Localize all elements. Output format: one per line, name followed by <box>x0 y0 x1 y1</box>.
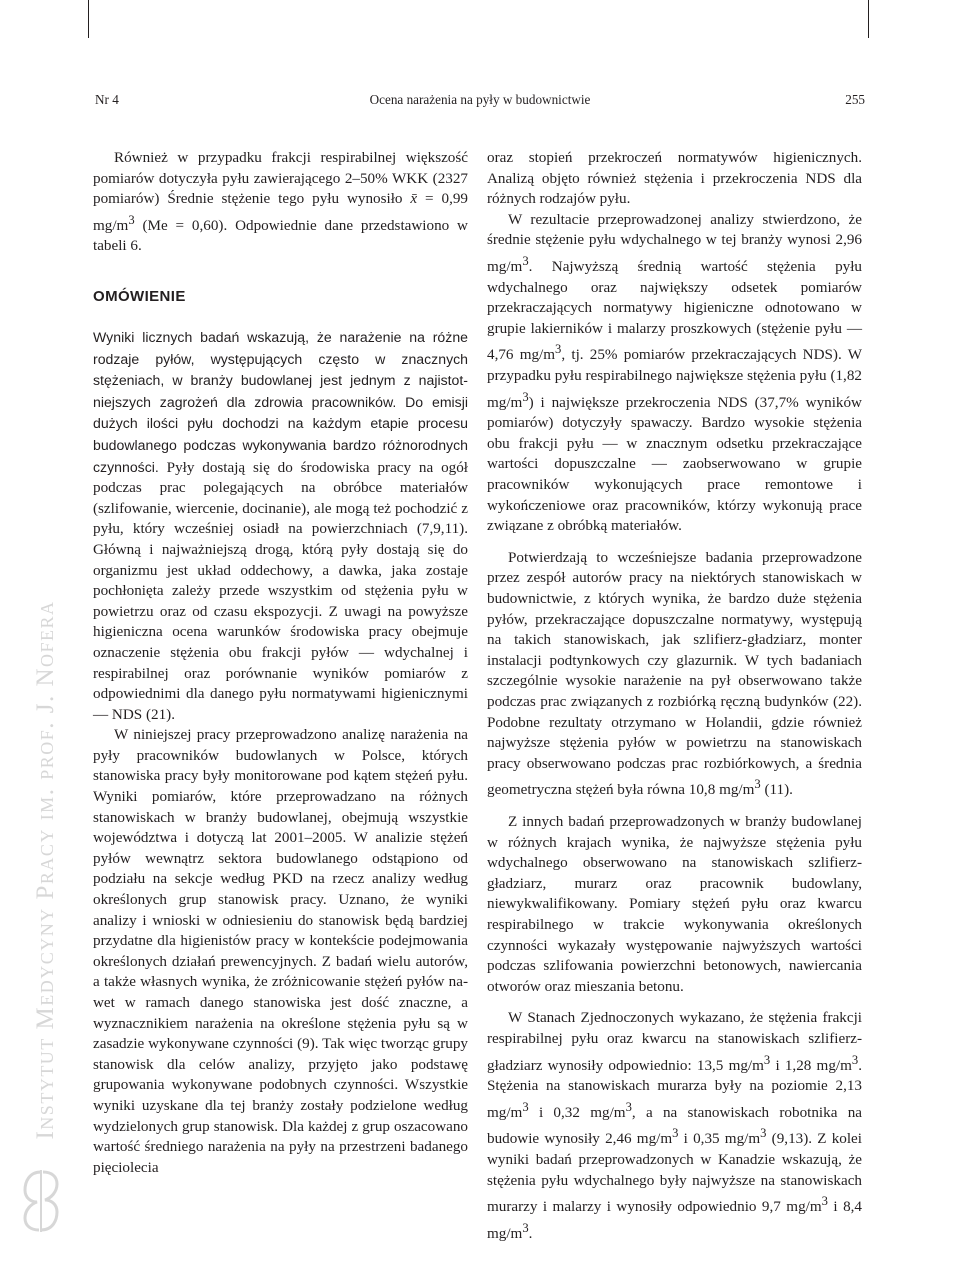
right-column <box>487 148 862 1245</box>
running-header <box>95 92 865 110</box>
running-title: Ocena narażenia na pyły w budownictwie <box>369 92 591 107</box>
paragraph-results-summary: W rezultacie przeprowadzonej analizy stwierdzono, że średnie stężenie pyłu wdychalnego w tej branży wynosi 2,96 $mg/m^3$. Najwyższą średnią wartość stężenia pyłu wdychalnego oraz największy odsetek pomiarów przekraczających normatywy higieniczne odnotowano w grupie lakierników i malarzy proszkowych (stężenie pyłu — 4,76 $mg/m^3$, tj. 25% pomiarów przekraczających NDS). W przypadku pyłu respirabilnego największe stężenia pyłu (1,82 $mg/m^3$) i największe przekroczenia NDS (37,7% wyników pomiarów) dotyczyły spawaczy. Bardzo wysokie stężenia obu frakcji pyłu — w znacznym odsetku przekraczające wartości dopuszczalne — zaobserwowano w grupie pracowników wykonujących prace remontowe i wykończeniowe oraz pracowników, którzy wykonują prace związane z obróbką materiałów. <box>487 210 862 535</box>
section-heading-discussion: OMÓWIENIE <box>93 288 186 306</box>
left-column <box>93 148 468 1178</box>
journal-issue: Nr 4 <box>95 92 119 107</box>
paragraph-discussion-1: Wyniki licznych badań wskazują, że narażenie na różne rodzaje pyłów, występujących często w znacznych stężeniach, w branży budowlanej jest jednym z najistotniejszych zagrożeń dla zdrowia pracowników. Do emisji dużych ilości pyłu dochodzi na każdym etapie procesu budowlanego podczas wykonywania bardzo różnorodnych czynności. Pyły dostają się do środowiska pracy na ogół podczas prac polegających na obróbce materiałów (szlifowanie, wiercenie, docinanie), ale mogą też pochodzić z pyłu, który wcześniej osiadł na powierzchniach (7,9,11). Główną i najważniejszą drogą, którą pyły dostają się do organizmu jest układ oddechowy, a dawka, jaka zostaje pochłonięta zależy przede wszystkim od stężenia pyłu w powietrzu oraz od czasu ekspozycji. Z uwagi na powyższe higieniczna ocena warunków środowiska pracy obejmuje oznaczenie stężenia obu frakcji pyłów — wdychalnej i respirabilnej oraz porównanie wyników pomiarów z odpowiednimi dla danego pyłu normatywami higienicznymi — NDS (21). <box>93 329 468 723</box>
paragraph-other-countries: Z innych badań przeprowadzonych w branży budowlanej w różnych krajach wynika, że najwyższe stężenia pyłu wdychalnego obserwowano na stanowiskach szlifierz-gładziarz, murarz oraz pracownik budowlany, niewykwalifikowany. Pomiary stężeń pyłu oraz kwarcu respirabilnego w trakcie wykonywania określonych czynności wykazały występowanie najwyższych wartości podczas szlifowania powierzchni betonowych, nawiercania otworów oraz mieszania betonu. <box>487 813 862 995</box>
mean-symbol: x̄ <box>410 190 418 208</box>
paragraph-discussion-2: W niniejszej pracy przeprowadzono analizę narażenia na pyły pracowników budowlanych w Polsce, których stanowiska pracy były monitorowane pod kątem stężeń pyłu. Wyniki pomiarów, które przeprowadzano na różnych stanowiskach w branży budowlanej, obejmują wszystkie województwa i dotyczą lat 2001–2005. W analizie stężeń pyłów wewnątrz sektora budowlanego odstąpiono od podziału na sekcje według PKD na rzecz analizy według określonych grup stanowisk pracy. Uznano, że wyniki analizy i wnioski w odniesieniu do stanowisk będą bardziej przydatne dla higienistów pracy w kontekście podejmowania określonych działań prewencyjnych. Z badań wielu autorów, a także własnych wynika, że zróżnicowanie stężeń pyłów nawet w ramach danego stanowiska jest dość znaczne, a wyznacznikiem narażenia na określone stężenia pyłu są w zasadzie wykonywane czynności (9). Tak więc tworząc grupy stanowisk dla celów analizy, przyjęto jako podstawę grupowania wykonywane podobnych czynności. Wszystkie wyniki uzyskane dla tej branży zostały podzielone według wydzielonych grup stanowisk. Dla każdej z grup oszacowano wartość średniego narażenia na pyły na przestrzeni badanego pięciolecia <box>93 726 468 1176</box>
paragraph-continuation: oraz stopień przekroczeń normatywów higienicznych. Analizą objęto również stężenia i przekroczenia NDS dla różnych rodzajów pyłu. <box>487 149 862 208</box>
institute-watermark <box>34 600 58 1140</box>
paragraph-usa-canada: W Stanach Zjednoczonych wykazano, że stężenia frakcji respirabilnej pyłu oraz kwarcu na stanowiskach szlifierz-gładziarz wynosiły odpowiednio: 13,5 $mg/m^3$ i 1,28 $mg/m^3$. Stężenia na stanowiskach murarza były na poziomie 2,13 $mg/m^3$ i 0,32 $mg/m^3$, a na stanowiskach robotnika na budowie wynosiły 2,46 $mg/m^3$ i 0,35 $mg/m^3$ (9,13). Z kolei wyniki badań przeprowadzonych w Kanadzie wskazują, że stężenia pyłu wdychalnego były najwyższe na stanowiskach murarzy i malarzy i wynosiły odpowiednio 9,7 $mg/m^3$ i 8,4 $mg/m^3$. <box>487 1009 862 1242</box>
crop-mark-right <box>868 0 869 38</box>
paragraph-earlier-studies: Potwierdzają to wcześniejsze badania przeprowadzone przez zespół autorów pracy na niektórych stanowiskach w budownictwie, z których wynika, że bardzo duże stężenia pyłów, przekraczające dopuszczalne normatywy, występują na takich stanowiskach, jak szlifierz-gładziarz, monter instalacji podtynkowych czy glazurnik. W tych badaniach szczególnie wysokie narażenie na pył obserwowano także podczas prac związanych z rozbiórką ręczną budynków (22). Podobne rezultaty otrzymano w Holandii, gdzie również najwyższe stężenia pyłów w powietrzu na stanowiskach pracy obserwowano podczas prac rozbiórkowych, a średnia geometryczna stężeń była równa 10,8 $mg/m^3$ (11). <box>487 548 862 799</box>
crop-mark-left <box>88 0 89 38</box>
institute-logo-icon <box>21 1168 61 1234</box>
paragraph-respirable-fraction: Również w przypadku frakcji respirabilnej większość pomiarów dotyczyła pyłu zawierającego 2–50% WKK (2327 pomiarów) Średnie stężenie tego pyłu wynosiło x̄ = 0,99 $mg/m^3$ (Me = 0,60). Odpowiednie dane przedstawiono w tabeli 6. <box>93 149 468 255</box>
page-number: 255 <box>845 92 865 107</box>
watermark-text: Instytut Medycyny Pracy im. prof. J. Nofera <box>32 600 59 1140</box>
